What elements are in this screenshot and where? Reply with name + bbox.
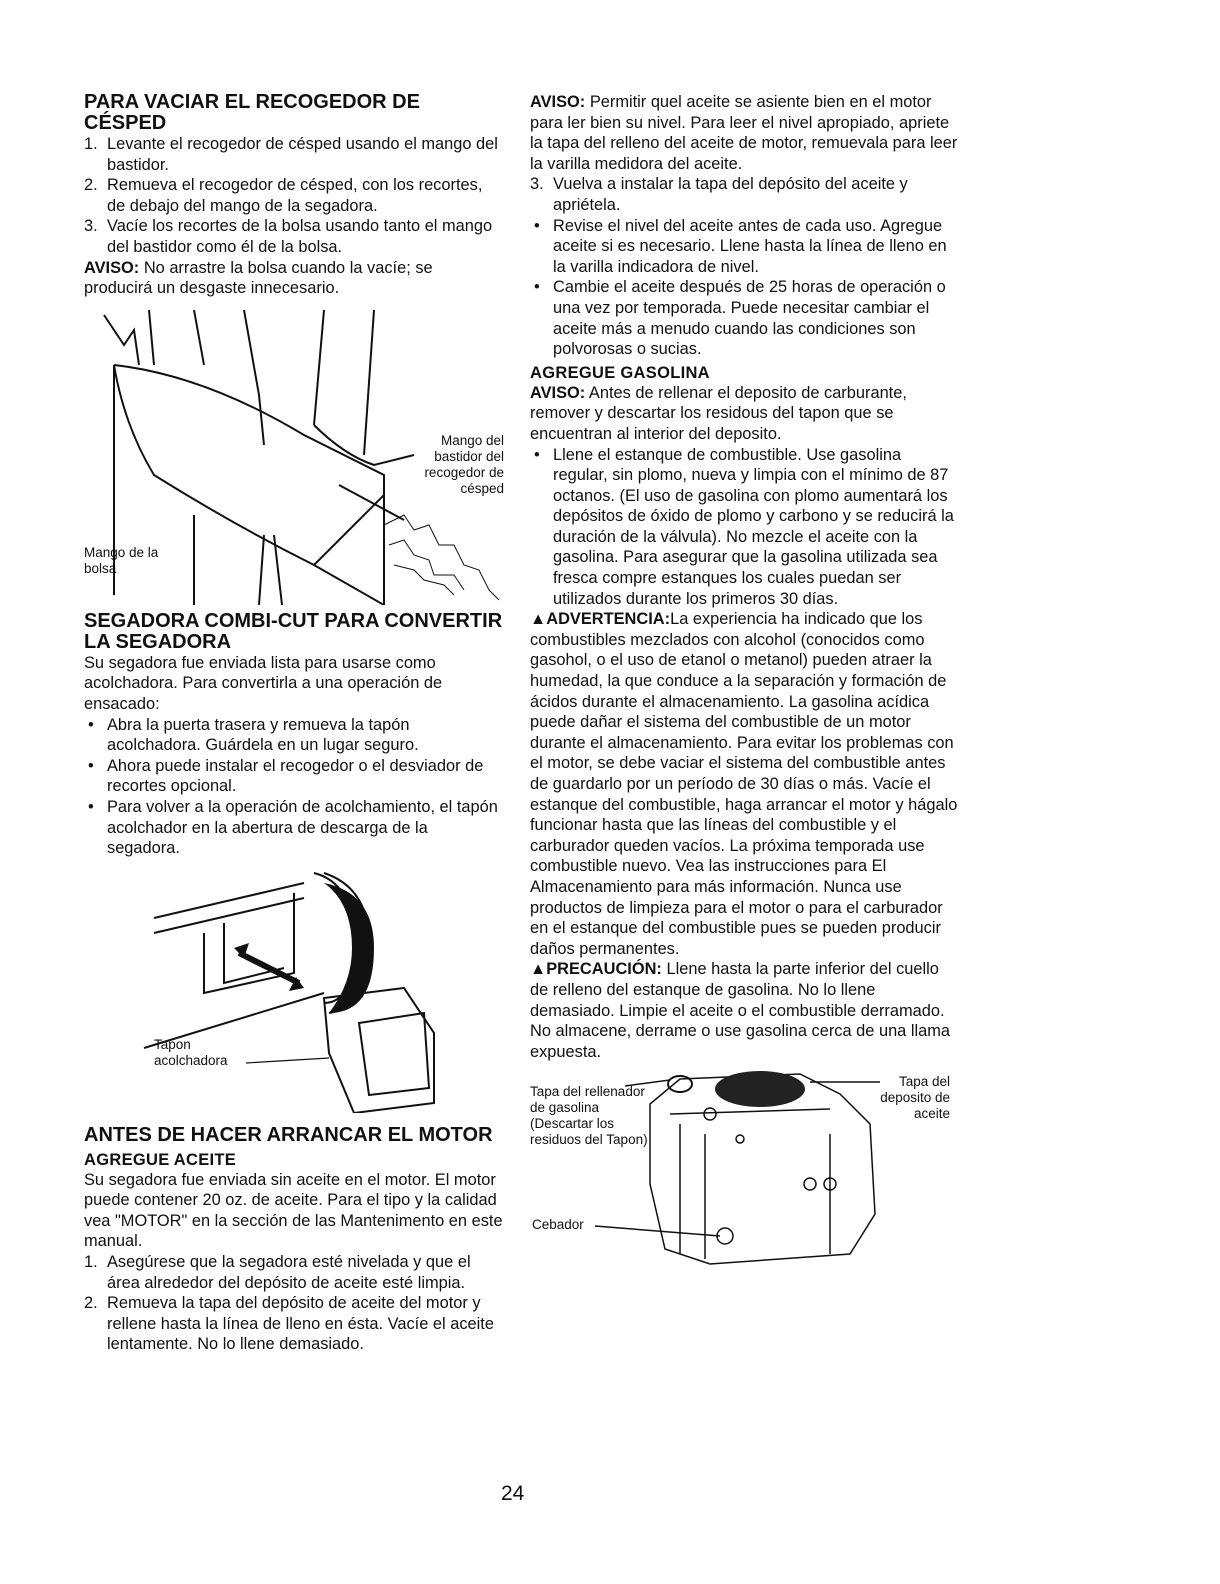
list-item: 2. Remueva el recogedor de césped, con los recortes, de debajo del mango de la segadora. bbox=[84, 176, 483, 215]
subsection-add-gasoline: AGREGUE GASOLINA bbox=[530, 363, 710, 382]
gas-bullets bbox=[530, 445, 960, 610]
caption-primer: Cebador bbox=[532, 1217, 584, 1233]
combi-cut-bullets bbox=[84, 715, 504, 859]
list-item: 1. Asegúrese que la segadora esté nivelada y que el área alrededor del depósito de aceite esté limpia. bbox=[84, 1253, 471, 1292]
list-item: 1. Levante el recogedor de césped usando el mango del bastidor. bbox=[84, 135, 498, 174]
subsection-add-oil: AGREGUE ACEITE bbox=[84, 1150, 237, 1169]
left-column bbox=[84, 92, 504, 1355]
empty-catcher-steps bbox=[84, 134, 504, 258]
list-item: 3. Vacíe los recortes de la bolsa usando tanto el mango del bastidor como él de la bolsa. bbox=[84, 217, 493, 256]
list-item: • Para volver a la operación de acolchamiento, el tapón acolchador en la abertura de descarga de la segadora. bbox=[84, 797, 504, 859]
notice-drag-bag: AVISO: No arrastre la bolsa cuando la vacíe; se producirá un desgaste innecesario. bbox=[84, 258, 433, 298]
caption-oil-cap: Tapa del deposito de aceite bbox=[880, 1074, 950, 1122]
caution-fill-level: ▲PRECAUCIÓN: Llene hasta la parte inferior del cuello de relleno del estanque de gasolina. No lo llene demasiado. Limpie el aceite o el combustible derramado. No almacene, derrame o use gasolina cerca de una llama expuesta. bbox=[530, 960, 951, 1061]
section-title-before-starting: ANTES DE HACER ARRANCAR EL MOTOR bbox=[84, 1123, 493, 1146]
list-item: • Revise el nivel del aceite antes de cada uso. Agregue aceite si es necesario. Llene hasta la línea de lleno en la varilla indicadora de nivel. bbox=[530, 216, 960, 278]
list-item: • Abra la puerta trasera y remueva la tapón acolchadora. Guárdela en un lugar seguro. bbox=[84, 715, 504, 756]
section-title-combi-cut: SEGADORA COMBI-CUT PARA CONVERTIR LA SEGADORA bbox=[84, 609, 503, 653]
figure-empty-grass-catcher bbox=[84, 305, 504, 605]
caution-icon: ▲ bbox=[530, 960, 547, 979]
add-oil-intro: Su segadora fue enviada sin aceite en el motor. El motor puede contener 20 oz. de aceite. Para el tipo y la calidad vea "MOTOR" en la sección de las Mantenimento en este manual. bbox=[84, 1170, 503, 1251]
oil-bullets bbox=[530, 216, 960, 360]
add-oil-steps bbox=[84, 1252, 504, 1355]
page-number: 24 bbox=[501, 1482, 525, 1505]
mulching-plug-illustration bbox=[84, 863, 504, 1113]
warning-icon: ▲ bbox=[530, 610, 547, 629]
list-item: • Llene el estanque de combustible. Use gasolina regular, sin plomo, nueva y limpia con el mínimo de 87 octanos. (El uso de gasolina con plomo aumentará los depósitos de óxido de plomo y carbono y se reducirá la duración de la válvula). No mezcle el aceite con la gasolina. Para asegurar que la gasolina utilizada sea fresca compre estanques los cuales puedan ser utilizados durante los primeros 30 días. bbox=[530, 445, 960, 610]
list-item: • Ahora puede instalar el recogedor o el desviador de recortes opcional. bbox=[84, 756, 504, 797]
notice-gas-cap: AVISO: Antes de rellenar el deposito de carburante, remover y descartar los residous del tapon que se encuentran al interior del deposito. bbox=[530, 383, 907, 443]
notice-oil-settle: AVISO: Permitir quel aceite se asiente bien en el motor para ler bien su nivel. Para leer el nivel apropiado, apriete la tapa del relleno del aceite de motor, remuevala para leer la varilla medidora del aceite. bbox=[530, 93, 958, 173]
list-item: • Cambie el aceite después de 25 horas de operación o una vez por temporada. Puede necesitar cambiar el aceite más a menudo cuando las condiciones son polvorosas o sucias. bbox=[530, 277, 960, 359]
caption-mulching-plug: Tapon acolchadora bbox=[154, 1036, 228, 1068]
list-item: 2. Remueva la tapa del depósito de aceite del motor y rellene hasta la línea de lleno en ésta. Vacíe el aceite lentamente. No lo llene demasiado. bbox=[84, 1294, 494, 1354]
caption-bag-handle: Mango de la bolsa bbox=[84, 544, 159, 576]
oil-step-3 bbox=[530, 174, 960, 215]
figure-mulching-plug bbox=[84, 863, 504, 1113]
combi-cut-intro: Su segadora fue enviada lista para usarse como acolchadora. Para convertirla a una operación de ensacado: bbox=[84, 653, 443, 713]
warning-alcohol-fuel: ▲ADVERTENCIA:La experiencia ha indicado que los combustibles mezclados con alcohol (conocidos como gasohol, o el uso de etanol o metanol) pueden atraer la humedad, la que conduce a la separación y formación de ácidos durante el almacenamiento. La gasolina acídica puede dañar el sistema del combustible de un motor durante el almacenamiento. Para evitar los problemas con el motor, se debe vaciar el sistema del combustible antes de guardarlo por un período de 30 días o más. Vacíe el estanque del combustible, haga arrancar el motor y hágalo funcionar hasta que las líneas del combustible y el carburador queden vacíos. La próxima temporada use combustible nuevo. Vea las instrucciones para El Almacenamiento para más información. Nunca use productos de limpieza para el motor o para el carburador en el estanque del combustible pues se pueden producir daños permanentes. bbox=[530, 610, 958, 958]
figure-engine-caps bbox=[530, 1064, 960, 1274]
caption-frame-handle: Mango del bastidor del recogedor de césped bbox=[424, 432, 504, 496]
list-item: 3. Vuelva a instalar la tapa del depósito del aceite y apriétela. bbox=[530, 175, 908, 214]
caption-gas-cap: Tapa del rellenador de gasolina (Descartar los residuos del Tapon) bbox=[530, 1084, 648, 1148]
section-title-empty-catcher: PARA VACIAR EL RECOGEDOR DE CÉSPED bbox=[84, 91, 420, 134]
right-column bbox=[530, 92, 960, 1274]
